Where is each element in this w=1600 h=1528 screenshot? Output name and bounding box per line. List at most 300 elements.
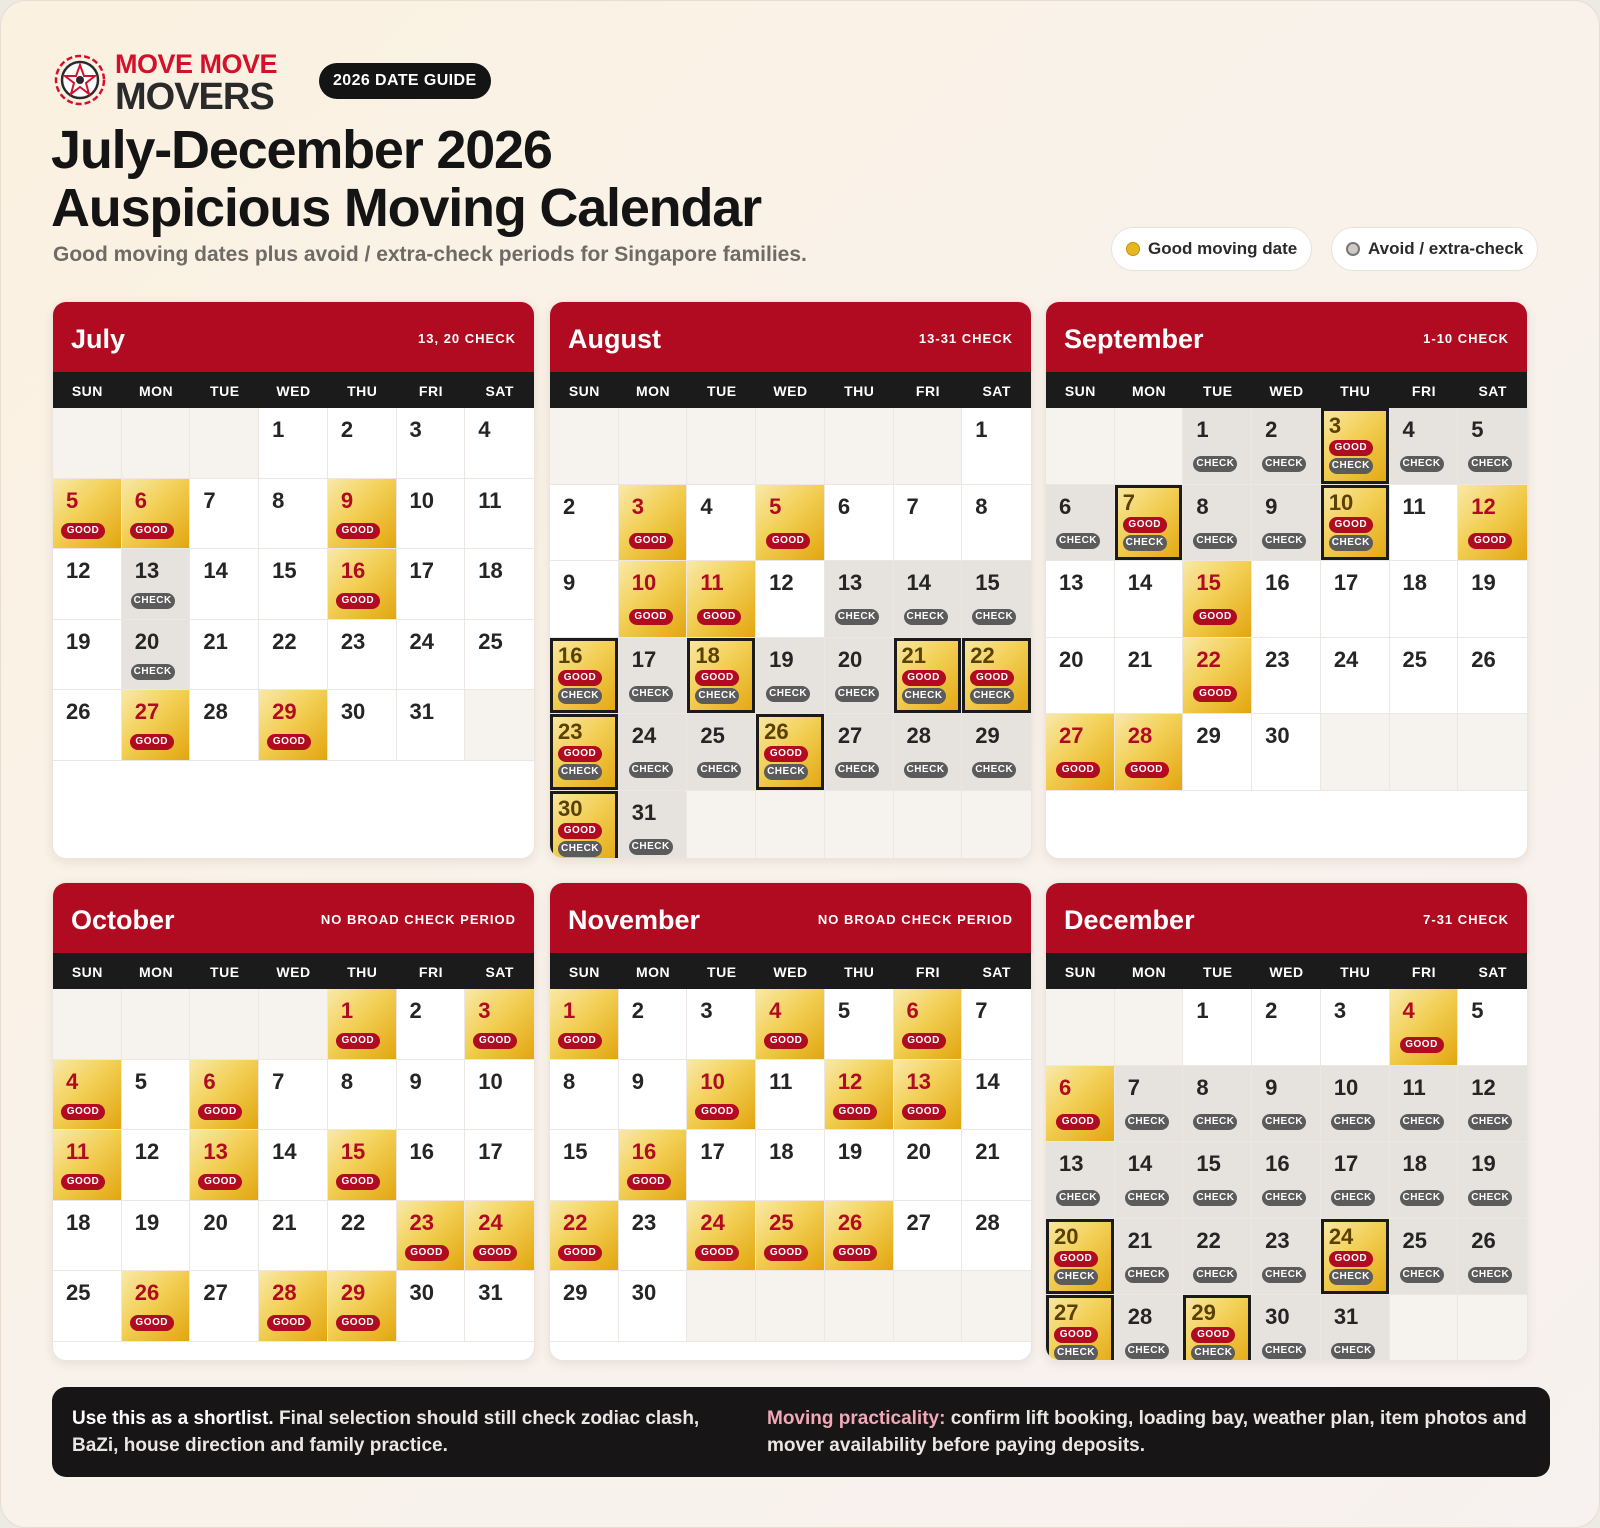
- day-cell[interactable]: [825, 561, 894, 638]
- month-card-october: [52, 882, 535, 1361]
- day-cell[interactable]: [756, 989, 825, 1060]
- empty-day-cell: [687, 408, 756, 485]
- check-badge: CHECK: [1191, 1345, 1235, 1361]
- day-cell[interactable]: [962, 561, 1031, 638]
- day-number: 10: [409, 487, 434, 513]
- day-number: 5: [66, 487, 79, 513]
- weekday-label: FRI: [915, 383, 940, 399]
- day-cell[interactable]: [259, 620, 328, 691]
- footer-left-lead: Use this as a shortlist.: [72, 1408, 274, 1429]
- day-cell[interactable]: [328, 690, 397, 761]
- brand-line-2: MOVERS: [115, 76, 274, 118]
- day-cell[interactable]: [1458, 561, 1527, 638]
- day-cell[interactable]: [1390, 638, 1459, 715]
- day-cell[interactable]: [1046, 714, 1115, 791]
- weekday-label: SUN: [71, 383, 103, 399]
- day-number: 31: [478, 1280, 503, 1305]
- day-cell[interactable]: [1046, 1066, 1115, 1143]
- day-number: 8: [1196, 1074, 1209, 1100]
- day-number: 11: [1402, 1074, 1426, 1100]
- day-number: 1: [1196, 998, 1209, 1023]
- day-cell[interactable]: [397, 479, 466, 550]
- day-cell[interactable]: [1115, 1219, 1184, 1296]
- day-cell[interactable]: [894, 989, 963, 1060]
- day-cell[interactable]: [53, 1271, 122, 1342]
- day-cell[interactable]: [1252, 1295, 1321, 1361]
- weekday-label: FRI: [418, 383, 443, 399]
- day-cell[interactable]: [465, 1060, 534, 1131]
- day-cell[interactable]: [465, 1130, 534, 1201]
- day-cell[interactable]: [550, 1201, 619, 1272]
- day-cell[interactable]: [825, 989, 894, 1060]
- good-badge: GOOD: [558, 1033, 602, 1049]
- day-cell[interactable]: [397, 408, 466, 479]
- day-cell[interactable]: [962, 1130, 1031, 1201]
- day-grid: [53, 408, 534, 761]
- day-cell[interactable]: [687, 1060, 756, 1131]
- day-cell[interactable]: [619, 1130, 688, 1201]
- day-cell[interactable]: [53, 1130, 122, 1201]
- day-cell[interactable]: [259, 479, 328, 550]
- day-cell[interactable]: [550, 485, 619, 562]
- day-cell[interactable]: [1046, 1295, 1115, 1361]
- day-cell[interactable]: [1183, 1295, 1252, 1361]
- day-cell[interactable]: [397, 620, 466, 691]
- day-cell[interactable]: [1115, 714, 1184, 791]
- day-cell[interactable]: [756, 561, 825, 638]
- day-cell[interactable]: [1321, 638, 1390, 715]
- good-badge: GOOD: [336, 523, 380, 539]
- check-badge: CHECK: [1329, 1269, 1373, 1285]
- empty-day-cell: [1390, 714, 1459, 791]
- day-cell[interactable]: [397, 1201, 466, 1272]
- check-badge: CHECK: [1262, 1343, 1306, 1359]
- day-cell[interactable]: [190, 479, 259, 550]
- day-number: 30: [1265, 1304, 1290, 1329]
- footer-right-text: confirm lift booking, loading bay, weather plan, item photos and mover availability before paying deposits.: [767, 1408, 1527, 1456]
- day-cell[interactable]: [328, 408, 397, 479]
- day-cell[interactable]: [259, 408, 328, 479]
- check-badge: CHECK: [1331, 1190, 1375, 1206]
- day-cell[interactable]: [894, 638, 963, 715]
- day-cell[interactable]: [1046, 485, 1115, 562]
- day-cell[interactable]: [1183, 561, 1252, 638]
- day-grid: [1046, 989, 1527, 1361]
- day-cell[interactable]: [550, 638, 619, 715]
- day-cell[interactable]: [1183, 408, 1252, 485]
- day-number: 14: [975, 1068, 1000, 1094]
- day-cell[interactable]: [619, 989, 688, 1060]
- day-cell[interactable]: [53, 479, 122, 550]
- day-cell[interactable]: [687, 1201, 756, 1272]
- day-cell[interactable]: [328, 549, 397, 620]
- day-cell[interactable]: [190, 1271, 259, 1342]
- brand-line-1: MOVE MOVE: [115, 49, 278, 79]
- day-number: 3: [409, 417, 422, 442]
- day-cell[interactable]: [1458, 408, 1527, 485]
- day-number: 17: [409, 558, 434, 583]
- day-cell[interactable]: [328, 1130, 397, 1201]
- day-cell[interactable]: [1115, 485, 1184, 562]
- day-cell[interactable]: [756, 1130, 825, 1201]
- day-number: 17: [1333, 1151, 1359, 1176]
- day-cell[interactable]: [465, 479, 534, 550]
- day-cell[interactable]: [825, 1060, 894, 1131]
- day-cell[interactable]: [1183, 638, 1252, 715]
- good-badge: GOOD: [1193, 609, 1237, 625]
- day-cell[interactable]: [1115, 561, 1184, 638]
- day-number: 28: [272, 1280, 297, 1305]
- day-cell[interactable]: [122, 1271, 191, 1342]
- day-cell[interactable]: [550, 1060, 619, 1131]
- check-badge: CHECK: [1125, 1190, 1169, 1206]
- day-cell[interactable]: [1046, 638, 1115, 715]
- day-cell[interactable]: [122, 479, 191, 550]
- day-number: 20: [134, 628, 160, 654]
- day-cell[interactable]: [1458, 1142, 1527, 1219]
- day-cell[interactable]: [1046, 561, 1115, 638]
- day-number: 19: [1471, 570, 1496, 595]
- day-cell[interactable]: [894, 1130, 963, 1201]
- day-cell[interactable]: [619, 791, 688, 860]
- empty-day-cell: [1115, 989, 1184, 1066]
- day-cell[interactable]: [1390, 408, 1459, 485]
- empty-day-cell: [687, 791, 756, 860]
- month-header: [53, 883, 534, 953]
- day-cell[interactable]: [825, 714, 894, 791]
- day-cell[interactable]: [1115, 1295, 1184, 1361]
- day-cell[interactable]: [550, 989, 619, 1060]
- day-cell[interactable]: [550, 714, 619, 791]
- weekday-label: MON: [1131, 383, 1167, 399]
- day-cell[interactable]: [397, 1130, 466, 1201]
- day-cell[interactable]: [962, 408, 1031, 485]
- day-number: 15: [1196, 1151, 1221, 1176]
- day-cell[interactable]: [1046, 1219, 1115, 1296]
- day-cell[interactable]: [550, 561, 619, 638]
- day-number: 9: [563, 570, 576, 595]
- day-cell[interactable]: [1252, 485, 1321, 562]
- day-cell[interactable]: [1183, 714, 1252, 791]
- weekday-label: SAT: [982, 383, 1011, 399]
- day-cell[interactable]: [53, 1060, 122, 1131]
- day-cell[interactable]: [190, 620, 259, 691]
- day-cell[interactable]: [1458, 1219, 1527, 1296]
- day-number: 1: [975, 417, 988, 442]
- day-cell[interactable]: [1183, 1142, 1252, 1219]
- day-cell[interactable]: [687, 638, 756, 715]
- day-number: 21: [203, 628, 228, 654]
- day-number: 10: [631, 570, 657, 595]
- good-badge: GOOD: [1329, 1251, 1373, 1267]
- day-number: 3: [631, 493, 644, 519]
- day-number: 16: [1265, 1151, 1290, 1176]
- day-cell[interactable]: [825, 638, 894, 715]
- day-cell[interactable]: [190, 1201, 259, 1272]
- day-cell[interactable]: [397, 690, 466, 761]
- weekday-label: TUE: [707, 964, 737, 980]
- weekday-label: SAT: [1478, 964, 1507, 980]
- check-badge: CHECK: [1054, 1269, 1098, 1285]
- day-cell[interactable]: [465, 1201, 534, 1272]
- good-badge: GOOD: [336, 1315, 380, 1331]
- weekday-label: FRI: [915, 964, 940, 980]
- day-cell[interactable]: [1252, 1219, 1321, 1296]
- empty-day-cell: [1458, 1295, 1527, 1361]
- day-cell[interactable]: [1321, 485, 1390, 562]
- day-cell[interactable]: [619, 1201, 688, 1272]
- day-cell[interactable]: [328, 1060, 397, 1131]
- check-badge: CHECK: [835, 609, 879, 625]
- day-cell[interactable]: [894, 561, 963, 638]
- day-number: 18: [769, 1139, 794, 1164]
- day-cell[interactable]: [1390, 1219, 1459, 1296]
- month-name: September: [1064, 324, 1204, 354]
- day-cell[interactable]: [122, 690, 191, 761]
- good-badge: GOOD: [1054, 1327, 1098, 1343]
- day-cell[interactable]: [1046, 1142, 1115, 1219]
- day-cell[interactable]: [1115, 1142, 1184, 1219]
- month-card-september: [1045, 301, 1528, 859]
- day-cell[interactable]: [1115, 638, 1184, 715]
- day-number: 1: [1196, 417, 1209, 442]
- day-number: 2: [563, 493, 576, 519]
- day-cell[interactable]: [397, 1271, 466, 1342]
- day-cell[interactable]: [550, 1130, 619, 1201]
- day-number: 15: [340, 1139, 366, 1164]
- day-cell[interactable]: [619, 1271, 688, 1342]
- day-cell[interactable]: [962, 485, 1031, 562]
- good-badge: GOOD: [902, 1033, 946, 1049]
- weekday-label: MON: [138, 383, 174, 399]
- good-badge: GOOD: [627, 1174, 671, 1190]
- month-check-note: 1-10 CHECK: [1423, 331, 1509, 346]
- day-cell[interactable]: [756, 714, 825, 791]
- day-cell[interactable]: [756, 1060, 825, 1131]
- day-cell[interactable]: [687, 989, 756, 1060]
- day-cell[interactable]: [894, 1060, 963, 1131]
- day-cell[interactable]: [190, 549, 259, 620]
- day-number: 11: [66, 1139, 90, 1164]
- day-cell[interactable]: [465, 989, 534, 1060]
- day-cell[interactable]: [122, 549, 191, 620]
- day-cell[interactable]: [962, 638, 1031, 715]
- day-cell[interactable]: [465, 549, 534, 620]
- check-badge: CHECK: [1262, 1267, 1306, 1283]
- good-badge: GOOD: [473, 1245, 517, 1261]
- day-cell[interactable]: [1390, 561, 1459, 638]
- check-badge: CHECK: [629, 686, 673, 702]
- day-number: 13: [906, 1068, 931, 1094]
- empty-day-cell: [1390, 1295, 1459, 1361]
- day-cell[interactable]: [619, 485, 688, 562]
- day-cell[interactable]: [756, 1201, 825, 1272]
- day-cell[interactable]: [397, 549, 466, 620]
- day-cell[interactable]: [550, 1271, 619, 1342]
- day-number: 20: [837, 646, 863, 672]
- day-cell[interactable]: [962, 1060, 1031, 1131]
- check-badge: CHECK: [904, 609, 948, 625]
- day-cell[interactable]: [53, 620, 122, 691]
- day-number: 4: [769, 998, 782, 1023]
- day-number: 11: [700, 570, 724, 595]
- check-badge: CHECK: [697, 762, 741, 778]
- day-cell[interactable]: [53, 1201, 122, 1272]
- day-cell[interactable]: [122, 1060, 191, 1131]
- day-cell[interactable]: [259, 549, 328, 620]
- day-number: 24: [1328, 1223, 1354, 1249]
- check-badge: CHECK: [1262, 1190, 1306, 1206]
- day-cell[interactable]: [1321, 1066, 1390, 1143]
- day-cell[interactable]: [962, 1201, 1031, 1272]
- day-cell[interactable]: [1252, 408, 1321, 485]
- day-cell[interactable]: [894, 714, 963, 791]
- day-cell[interactable]: [190, 1130, 259, 1201]
- day-cell[interactable]: [619, 1060, 688, 1131]
- good-badge: GOOD: [1329, 440, 1373, 456]
- empty-day-cell: [894, 791, 963, 860]
- day-cell[interactable]: [1458, 485, 1527, 562]
- day-cell[interactable]: [259, 1201, 328, 1272]
- day-number: 4: [1402, 998, 1415, 1023]
- day-number: 21: [1127, 646, 1153, 672]
- day-cell[interactable]: [1252, 561, 1321, 638]
- day-cell[interactable]: [619, 561, 688, 638]
- day-number: 18: [1402, 1151, 1427, 1176]
- day-cell[interactable]: [259, 1271, 328, 1342]
- day-number: 13: [134, 558, 160, 583]
- day-cell[interactable]: [687, 485, 756, 562]
- day-cell[interactable]: [550, 791, 619, 860]
- day-cell[interactable]: [1252, 1066, 1321, 1143]
- day-cell[interactable]: [1252, 638, 1321, 715]
- day-cell[interactable]: [122, 1130, 191, 1201]
- day-cell[interactable]: [1321, 989, 1390, 1066]
- day-cell[interactable]: [962, 989, 1031, 1060]
- day-cell[interactable]: [1458, 638, 1527, 715]
- day-cell[interactable]: [190, 690, 259, 761]
- weekday-header: [1046, 372, 1527, 408]
- day-cell[interactable]: [122, 620, 191, 691]
- day-cell[interactable]: [1390, 1142, 1459, 1219]
- day-number: 18: [478, 558, 503, 583]
- day-cell[interactable]: [687, 561, 756, 638]
- legend-good: [1111, 227, 1312, 271]
- day-cell[interactable]: [1252, 714, 1321, 791]
- day-cell[interactable]: [1183, 1066, 1252, 1143]
- good-badge: GOOD: [130, 523, 174, 539]
- day-cell[interactable]: [190, 1060, 259, 1131]
- day-cell[interactable]: [328, 479, 397, 550]
- weekday-label: MON: [635, 964, 671, 980]
- day-number: 13: [837, 570, 863, 595]
- day-cell[interactable]: [619, 638, 688, 715]
- empty-day-cell: [190, 989, 259, 1060]
- day-cell[interactable]: [1252, 989, 1321, 1066]
- day-cell[interactable]: [259, 1060, 328, 1131]
- day-cell[interactable]: [825, 1201, 894, 1272]
- day-cell[interactable]: [962, 714, 1031, 791]
- day-cell[interactable]: [122, 1201, 191, 1272]
- day-number: 2: [1265, 417, 1278, 442]
- day-cell[interactable]: [1390, 485, 1459, 562]
- check-badge: CHECK: [1193, 456, 1237, 472]
- day-cell[interactable]: [397, 989, 466, 1060]
- day-cell[interactable]: [1321, 408, 1390, 485]
- day-cell[interactable]: [328, 1201, 397, 1272]
- day-cell[interactable]: [465, 620, 534, 691]
- day-cell[interactable]: [1458, 989, 1527, 1066]
- day-cell[interactable]: [397, 1060, 466, 1131]
- day-cell[interactable]: [1321, 561, 1390, 638]
- day-cell[interactable]: [328, 620, 397, 691]
- check-badge: CHECK: [970, 688, 1014, 704]
- day-cell[interactable]: [1183, 1219, 1252, 1296]
- day-cell[interactable]: [825, 485, 894, 562]
- day-number: 28: [1127, 723, 1153, 748]
- day-number: 22: [272, 628, 297, 654]
- month-check-note: 13, 20 CHECK: [418, 331, 516, 346]
- day-cell[interactable]: [825, 1130, 894, 1201]
- day-cell[interactable]: [619, 714, 688, 791]
- day-cell[interactable]: [1321, 1219, 1390, 1296]
- day-number: 29: [272, 699, 297, 724]
- day-number: 16: [631, 1139, 657, 1164]
- day-number: 23: [409, 1209, 434, 1235]
- check-badge: CHECK: [1329, 535, 1373, 551]
- day-cell[interactable]: [687, 1130, 756, 1201]
- good-badge: GOOD: [695, 670, 739, 686]
- day-cell[interactable]: [328, 989, 397, 1060]
- day-cell[interactable]: [894, 485, 963, 562]
- empty-day-cell: [1458, 714, 1527, 791]
- day-cell[interactable]: [465, 1271, 534, 1342]
- empty-day-cell: [53, 408, 122, 479]
- day-cell[interactable]: [687, 714, 756, 791]
- day-cell[interactable]: [1390, 989, 1459, 1066]
- day-number: 12: [837, 1068, 863, 1094]
- empty-day-cell: [756, 791, 825, 860]
- day-number: 27: [1054, 1300, 1079, 1325]
- day-cell[interactable]: [1321, 1295, 1390, 1361]
- weekday-label: TUE: [1203, 964, 1233, 980]
- day-cell[interactable]: [328, 1271, 397, 1342]
- day-cell[interactable]: [465, 408, 534, 479]
- day-cell[interactable]: [1183, 989, 1252, 1066]
- check-badge: CHECK: [835, 762, 879, 778]
- day-cell[interactable]: [1458, 1066, 1527, 1143]
- day-cell[interactable]: [1390, 1066, 1459, 1143]
- day-number: 23: [631, 1209, 657, 1235]
- day-cell[interactable]: [1321, 1142, 1390, 1219]
- day-cell[interactable]: [53, 549, 122, 620]
- day-cell[interactable]: [894, 1201, 963, 1272]
- day-cell[interactable]: [756, 638, 825, 715]
- day-cell[interactable]: [1252, 1142, 1321, 1219]
- day-number: 13: [1059, 1151, 1084, 1176]
- day-number: 10: [1328, 489, 1354, 515]
- day-cell[interactable]: [259, 690, 328, 761]
- check-badge: CHECK: [902, 688, 946, 704]
- day-cell[interactable]: [1115, 1066, 1184, 1143]
- day-cell[interactable]: [756, 485, 825, 562]
- day-number: 17: [700, 1139, 725, 1164]
- day-cell[interactable]: [53, 690, 122, 761]
- day-cell[interactable]: [259, 1130, 328, 1201]
- day-cell[interactable]: [1183, 485, 1252, 562]
- weekday-label: FRI: [1411, 964, 1436, 980]
- weekday-header: [1046, 953, 1527, 989]
